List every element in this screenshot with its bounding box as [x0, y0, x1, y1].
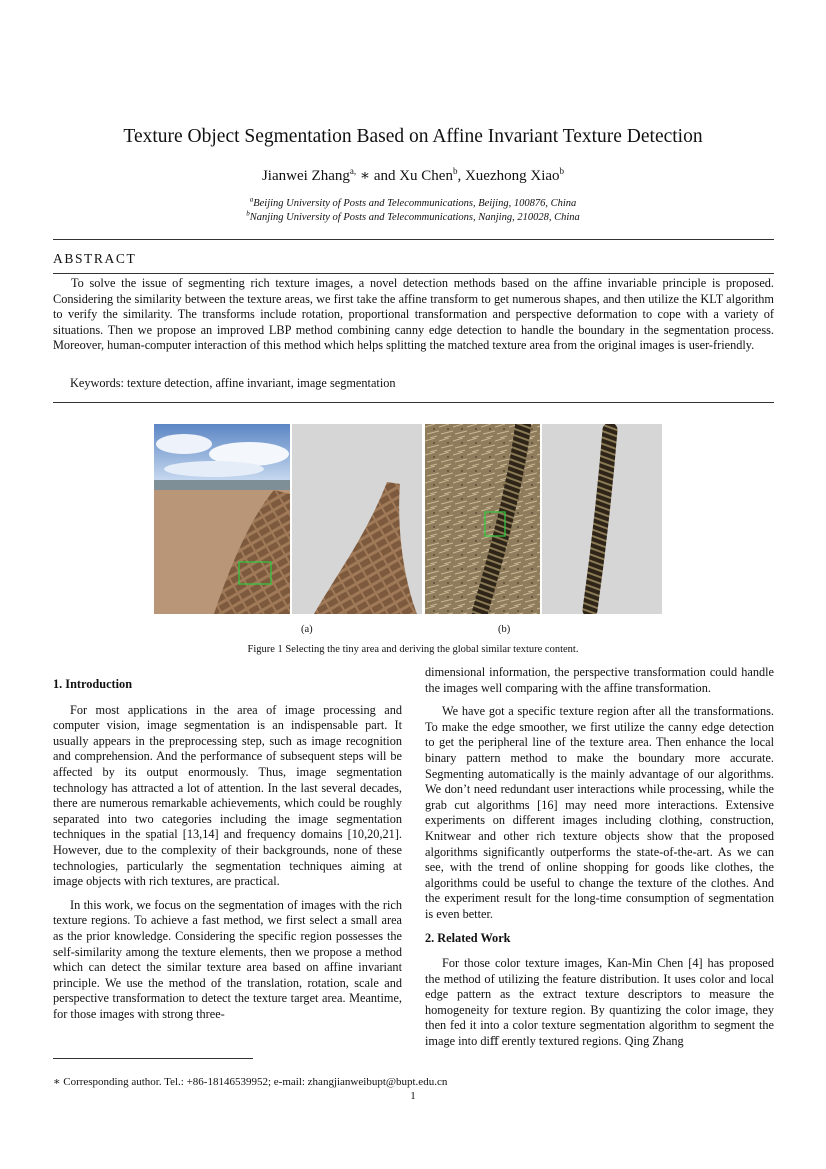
figure-image-millipede — [425, 424, 540, 614]
figure-image-millipede-segmented — [542, 424, 662, 614]
keywords: Keywords: texture detection, affine invariant, image segmentation — [70, 376, 396, 390]
related-paragraph-1: For those color texture images, Kan-Min Chen [4] has proposed the method of utilizing the feature distribution. It uses color and local edge pattern as the extract texture descriptors to measure the homogeneity for texture region. By quantizing the color image, they then fed it into a color texture segmentation algorithm to segment the image into diﬀ erently textured regions. Qing Zhang — [425, 956, 774, 1049]
author-3-affil: b — [559, 166, 565, 176]
author-2-affil: b — [452, 166, 458, 176]
abstract-text: To solve the issue of segmenting rich texture images, a novel detection methods based on the affine invariable principle is proposed. Considering the similarity between the texture areas, we first take the affine transform to get numerous shapes, and then utilize the KLT algorithm to verify the similarity. The transforms include rotation, proportional transformation and perspective deformation to cope with a variety of situations. Then we propose an improved LBP method combining canny edge detection to handle the boundary in the segmentation process. Moreover, human-computer interaction of this method which helps splitting the matched texture area from the original images is user-friendly. — [53, 276, 774, 353]
author-3: , Xuezhong Xiao — [457, 168, 560, 184]
intro-paragraph-4: We have got a specific texture region after all the transformations. To make the edge smoother, we first utilize the canny edge detection to get the peripheral line of the texture area. Then enhance the local binary pattern method to make the boundary more accurate. Segmenting automatically is the mainly advantage of our algorithms. We don’t need redundant user interactions while processing, while the grab cut algorithms [16] may need more interactions. Extensive experiments on different images including clothing, construction, Knitwear and other rich texture objects show that the proposed algorithms significantly outperforms the state-of-the-art. As we can see, with the trend of online shopping for goods like clothes, the algorithms could be useful to change the texture of the clothes. And the experiment result for the long-time consumption of segmentation is even better. — [425, 704, 774, 921]
affiliation-b-mark: b — [246, 209, 250, 218]
page-number: 1 — [410, 1090, 416, 1102]
right-column — [425, 665, 774, 1058]
section-heading-related-work: 2. Related Work — [425, 930, 511, 945]
paper-title: Texture Object Segmentation Based on Affine Invariant Texture Detection — [123, 126, 703, 147]
abstract-body — [53, 276, 774, 354]
section-heading-introduction: 1. Introduction — [53, 677, 133, 691]
author-2: and Xu Chen — [370, 168, 453, 184]
footnote-rule — [53, 1058, 253, 1059]
footnote: ∗ Corresponding author. Tel.: +86-18146539952; e-mail: zhangjianweibupt@bupt.edu.cn — [53, 1076, 448, 1088]
author-1-affil: a, — [349, 166, 357, 176]
segmented-millipede-image — [542, 424, 662, 614]
corresponding-star: ∗ — [356, 168, 371, 184]
affiliation-a-text: Beijing University of Posts and Telecommunications, Beijing, 100876, China — [253, 198, 577, 209]
intro-paragraph-1: For most applications in the area of image processing and computer vision, image segmentation is an indispensable part. It usually appears in the preprocessing step, such as image recognition and comprehension. And the performance of subsequent steps will be affected by its output enormously. Thus, image segmentation technology has attracted a lot of attention. In the last several decades, there are numerous remarkable achievements, which could be roughly separated into two categories including the image segmentation techniques in the spatial [13,14] and frequency domains [10,20,21]. However, due to the complexity of their backgrounds, none of these technologies, particularly the segmentation techniques aiming at image objects with rich textures, are practical. — [53, 702, 402, 889]
affiliation-b-text: Nanjing University of Posts and Telecommunications, Nanjing, 210028, China — [249, 212, 580, 223]
affiliation-b — [0, 209, 826, 223]
intro-paragraph-2: In this work, we focus on the segmentation of images with the rich texture regions. To achieve a fast method, we first select a small area as the prior knowledge. Considering the specific region possesses the self-similarity among the texture elements, then we propose a method which can detect the similar texture area based on affine invariant principle. We use the method of the translation, rotation, scale and perspective transformation to detect the texture target area. Meantime, for those images with strong three- — [53, 897, 402, 1021]
affiliation-a-mark: a — [249, 195, 254, 204]
beach-tire-track-image — [154, 424, 290, 614]
figure-caption: Figure 1 Selecting the tiny area and deriving the global similar texture content. — [247, 644, 579, 655]
figure-label-b: (b) — [498, 624, 511, 635]
author-line — [0, 166, 826, 185]
rule-bottom — [53, 402, 774, 403]
left-column — [53, 677, 402, 1030]
affiliation-a — [0, 195, 826, 209]
abstract-heading: ABSTRACT — [53, 251, 137, 266]
author-1: Jianwei Zhang — [261, 168, 350, 184]
rule-top — [53, 239, 774, 240]
figure-label-a: (a) — [301, 624, 313, 635]
intro-paragraph-3: dimensional information, the perspective transformation could handle the images well comparing with the affine transformation. — [425, 665, 774, 695]
segmented-tire-track-image — [292, 424, 422, 614]
figure-image-beach-segmented — [292, 424, 422, 614]
rule-abstract — [53, 273, 774, 274]
millipede-ground-image — [425, 424, 540, 614]
figure-image-beach — [154, 424, 290, 614]
